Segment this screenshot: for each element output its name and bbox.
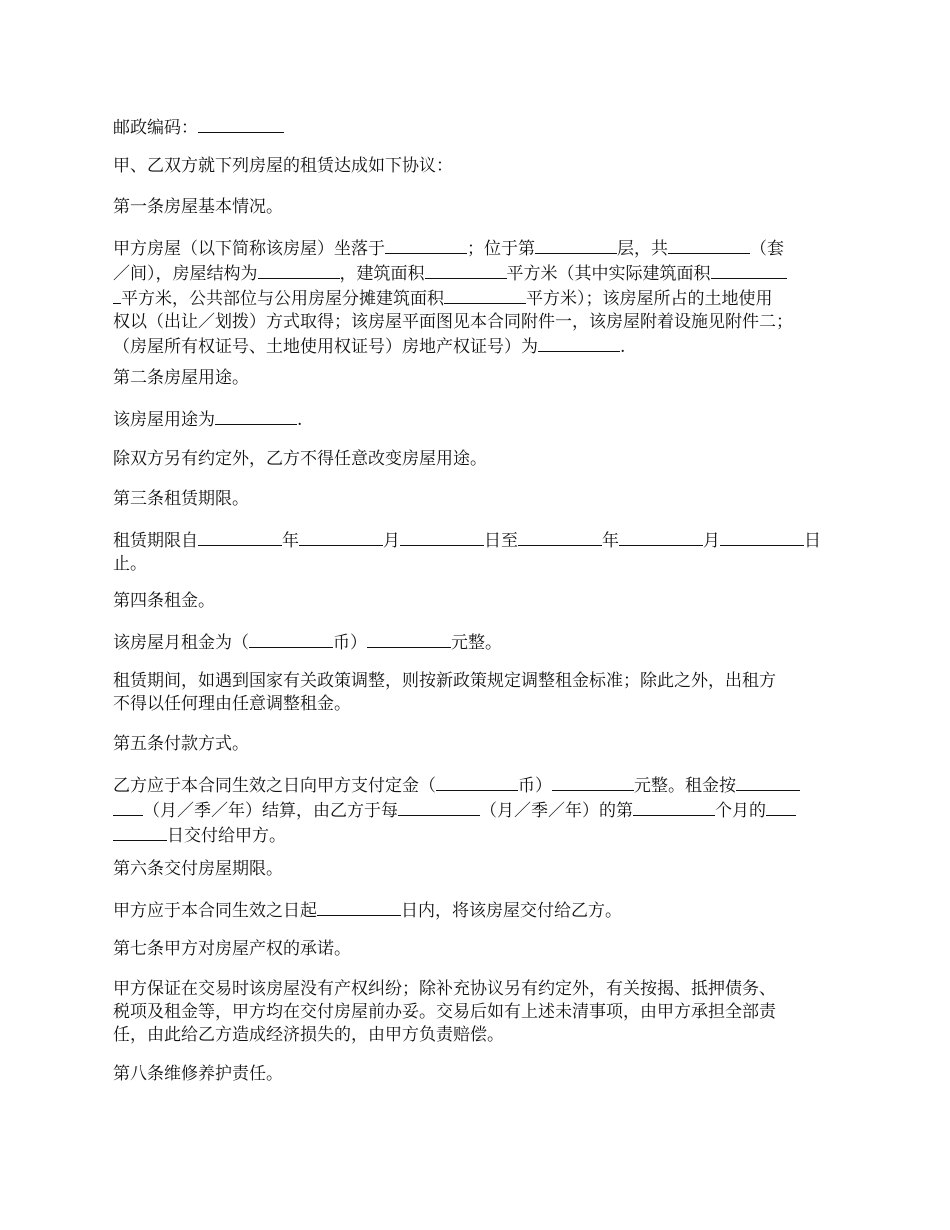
postcode-label: 邮政编码： bbox=[113, 118, 198, 138]
location-blank bbox=[385, 236, 467, 254]
start-year-blank bbox=[198, 528, 282, 546]
intro-paragraph: 甲、乙双方就下列房屋的租赁达成如下协议： bbox=[113, 156, 453, 176]
end-month-blank bbox=[619, 528, 703, 546]
payment-day-blank-a bbox=[766, 798, 796, 816]
usage-blank bbox=[215, 407, 297, 425]
payment-month-blank bbox=[633, 798, 715, 816]
article-1-title: 第一条房屋基本情况。 bbox=[113, 197, 283, 217]
actual-area-blank bbox=[711, 261, 787, 279]
article-6-title: 第六条交付房屋期限。 bbox=[113, 859, 283, 879]
currency-blank bbox=[249, 630, 333, 648]
article-7-title: 第七条甲方对房屋产权的承诺。 bbox=[113, 939, 351, 959]
article-8-title: 第八条维修养护责任。 bbox=[113, 1064, 283, 1084]
units-blank bbox=[668, 236, 750, 254]
billing-period-blank-a bbox=[736, 773, 800, 791]
end-year-blank bbox=[518, 528, 602, 546]
article-1-line-5: （房屋所有权证号、土地使用权证号）房地产权证号）为 . bbox=[113, 334, 841, 359]
payment-cycle-blank bbox=[398, 798, 480, 816]
article-2-usage: 该房屋用途为 . bbox=[113, 407, 841, 432]
deposit-currency-blank bbox=[436, 773, 518, 791]
certificate-blank bbox=[538, 334, 620, 352]
payment-day-blank-b bbox=[113, 823, 167, 841]
article-1-line-1: 甲方房屋（以下简称该房屋）坐落于 ；位于第 层，共 （套 bbox=[113, 236, 841, 261]
article-3-body: 租赁期限自 年 月 日至 年 月 日 止。 bbox=[113, 528, 841, 576]
shared-area-blank bbox=[444, 286, 526, 304]
article-1-line-3: 平方米，公共部位与公用房屋分摊建筑面积 平方米）；该房屋所占的土地使用 bbox=[113, 286, 841, 311]
area-blank bbox=[425, 261, 507, 279]
structure-blank bbox=[258, 261, 340, 279]
billing-period-blank-b bbox=[113, 798, 143, 816]
article-4-title: 第四条租金。 bbox=[113, 591, 215, 611]
article-5-body: 乙方应于本合同生效之日向甲方支付定金（ 币） 元整。租金按 （月／季／年）结算，由乙方于每 （月／季／年）的第 个月的 日交付给甲方。 bbox=[113, 773, 841, 848]
floor-blank bbox=[535, 236, 617, 254]
article-6-body: 甲方应于本合同生效之日起 日内，将该房屋交付给乙方。 bbox=[113, 898, 841, 923]
article-1-line-2: ／间），房屋结构为 ，建筑面积 平方米（其中实际建筑面积 bbox=[113, 261, 841, 286]
postcode-blank bbox=[198, 115, 284, 133]
end-day-blank bbox=[720, 528, 804, 546]
start-day-blank bbox=[400, 528, 484, 546]
article-1-body bbox=[113, 236, 841, 359]
article-7-body: 甲方保证在交易时该房屋没有产权纠纷；除补充协议另有约定外，有关按揭、抵押债务、 税项及租金等，甲方均在交付房屋前办妥。交易后如有上述未清事项，由甲方承担全部责 任，由此给乙方造成经济损失的，由甲方负责赔偿。 bbox=[113, 979, 776, 1045]
deposit-amount-blank bbox=[552, 773, 634, 791]
postcode-line bbox=[113, 115, 841, 140]
article-2-title: 第二条房屋用途。 bbox=[113, 368, 249, 388]
start-month-blank bbox=[299, 528, 383, 546]
article-3-title: 第三条租赁期限。 bbox=[113, 489, 249, 509]
article-1-line-4: 权以（出让／划拨）方式取得；该房屋平面图见本合同附件一，该房屋附着设施见附件二； bbox=[113, 312, 793, 332]
delivery-days-blank bbox=[317, 898, 401, 916]
article-5-title: 第五条付款方式。 bbox=[113, 734, 249, 754]
article-2-restriction: 除双方另有约定外，乙方不得任意改变房屋用途。 bbox=[113, 449, 487, 469]
rent-amount-blank bbox=[367, 630, 451, 648]
article-4-adjustment: 租赁期间，如遇到国家有关政策调整，则按新政策规定调整租金标准；除此之外，出租方 不得以任何理由任意调整租金。 bbox=[113, 671, 776, 714]
article-4-rent: 该房屋月租金为（ 币） 元整。 bbox=[113, 630, 841, 655]
